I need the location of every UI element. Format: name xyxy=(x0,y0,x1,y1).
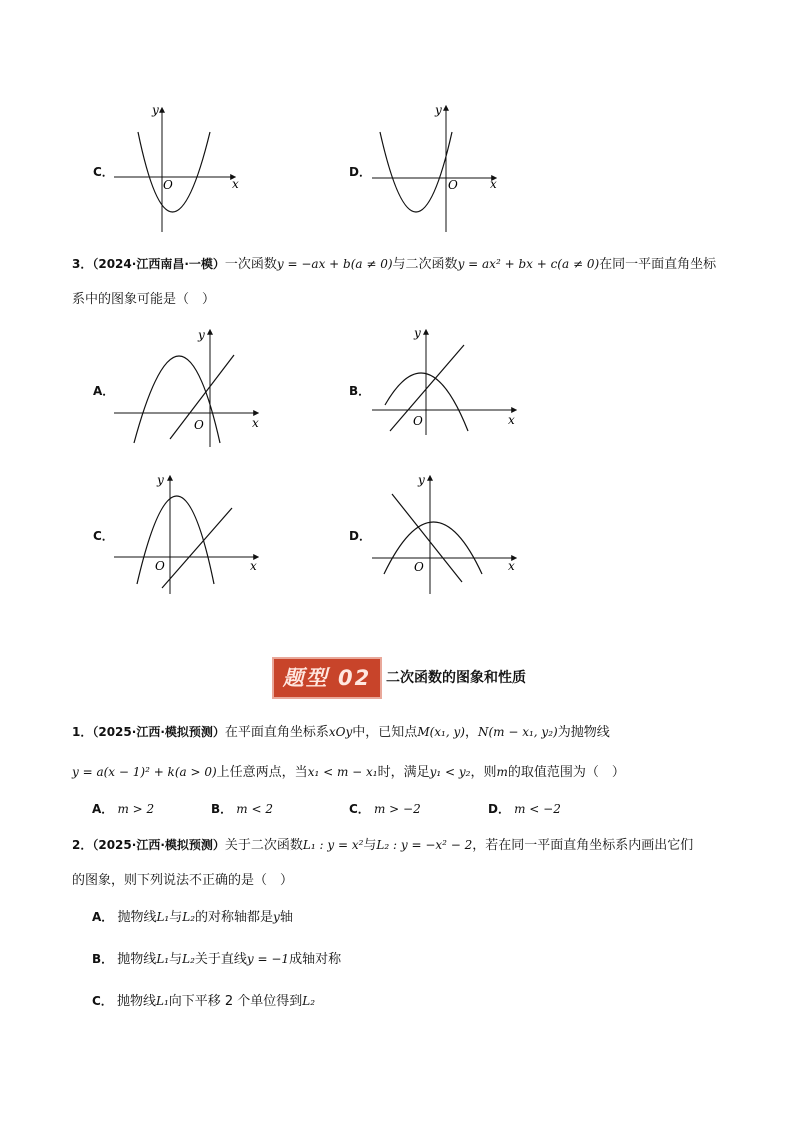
parabola xyxy=(138,132,210,212)
option-text: 与 xyxy=(169,910,183,925)
x-axis-label: x xyxy=(490,177,497,191)
parabola xyxy=(384,522,482,574)
s2q2-option-a xyxy=(92,907,293,928)
question-3-line2: 系中的图象可能是（ ） xyxy=(72,292,216,307)
variable-m: m xyxy=(496,765,508,779)
question-number: 1． xyxy=(72,725,93,739)
curve-l1: L₁ xyxy=(156,910,170,924)
x-axis-label: x xyxy=(252,416,259,430)
option-label: C． xyxy=(92,994,113,1008)
option-value: m < −2 xyxy=(514,802,561,816)
question-source: （2025·江西·模拟预测） xyxy=(92,838,225,852)
question-text: 一次函数 xyxy=(224,257,277,272)
equation-l2: L₂ : y = −x² − 2 xyxy=(376,838,473,852)
parabola-equation: y = a(x − 1)² + k(a > 0) xyxy=(72,765,217,779)
q3-graph-d xyxy=(370,470,522,597)
question-text: ，则 xyxy=(470,765,497,780)
question-source: （2024·江西南昌·一模） xyxy=(92,257,225,271)
question-text: 关于二次函数 xyxy=(224,838,303,853)
s2q2-option-b xyxy=(92,949,341,970)
option-label: B． xyxy=(92,952,114,966)
curve-l2: L₂ xyxy=(182,910,196,924)
option-text: 向下平移 2 个单位得到 xyxy=(168,994,303,1009)
point-n: N(m − x₁, y₂) xyxy=(477,725,558,739)
parabola xyxy=(137,496,214,584)
question-text: 上任意两点，当 xyxy=(216,765,308,780)
option-label: C． xyxy=(349,802,370,816)
separator: ， xyxy=(464,725,478,740)
option-c-label: C． xyxy=(93,165,114,179)
option-text: 关于直线 xyxy=(194,952,247,967)
question-number: 2． xyxy=(72,838,93,852)
line xyxy=(390,345,464,431)
line-equation: y = −1 xyxy=(246,952,290,966)
option-label: D． xyxy=(488,802,510,816)
line xyxy=(392,494,462,582)
x-axis-label: x xyxy=(508,559,515,573)
option-value: m < 2 xyxy=(236,802,273,816)
question-text: 在同一平面直角坐标 xyxy=(599,257,717,272)
s2-question-2-line1 xyxy=(72,835,693,856)
q3-graph-c xyxy=(112,470,264,597)
option-value: m > 2 xyxy=(117,802,155,816)
equation-linear: y = −ax + b(a ≠ 0) xyxy=(276,257,393,271)
s2q1-option-d xyxy=(488,799,561,820)
section-badge-text: 题型 02 xyxy=(282,666,372,690)
y-axis-label: y xyxy=(418,473,425,487)
x-axis-label: x xyxy=(508,413,515,427)
s2q1-option-a xyxy=(92,799,154,820)
x-axis-label: x xyxy=(232,177,239,191)
q3-option-b-label: B． xyxy=(349,384,371,398)
q3-graph-a xyxy=(112,325,264,450)
option-text: 抛物线 xyxy=(116,994,156,1009)
x-axis-label: x xyxy=(250,559,257,573)
option-label: A． xyxy=(92,910,114,924)
equation-l1: L₁ : y = x² xyxy=(302,838,364,852)
section-badge xyxy=(272,657,382,699)
question-text: 的取值范围为（ ） xyxy=(507,765,625,780)
origin-label: O xyxy=(414,560,424,574)
coordinate-system: xOy xyxy=(328,725,353,739)
question-text: ，若在同一平面直角坐标系内画出它们 xyxy=(472,838,694,853)
graph-prev-d xyxy=(368,100,503,235)
option-text: 与 xyxy=(169,952,183,967)
option-text: 抛物线 xyxy=(117,952,157,967)
option-d-label: D． xyxy=(349,165,371,179)
s2q2-option-c xyxy=(92,991,315,1012)
y-axis-label: y xyxy=(198,328,205,342)
origin-label: O xyxy=(155,559,165,573)
option-label: A． xyxy=(92,802,114,816)
s2q1-option-c xyxy=(349,799,421,820)
s2-question-1-line1 xyxy=(72,722,610,743)
s2-question-1-line2 xyxy=(72,762,625,783)
option-text: 轴 xyxy=(279,910,293,925)
option-text: 成轴对称 xyxy=(289,952,342,967)
q3-option-c-label: C． xyxy=(93,529,114,543)
y-axis-label: y xyxy=(157,473,164,487)
variable-y: y xyxy=(273,910,280,924)
q3-option-a-label: A． xyxy=(93,384,115,398)
y-axis-label: y xyxy=(435,103,442,117)
q3-graph-b xyxy=(370,325,522,437)
curve-l1: L₁ xyxy=(155,994,169,1008)
s2q1-option-b xyxy=(211,799,273,820)
condition-x: x₁ < m − x₁ xyxy=(307,765,378,779)
question-text: 在平面直角坐标系 xyxy=(224,725,329,740)
parabola xyxy=(380,132,452,212)
point-m: M(x₁, y) xyxy=(417,725,465,739)
option-text: 的对称轴都是 xyxy=(195,910,274,925)
origin-label: O xyxy=(194,418,204,432)
question-text: 与二次函数 xyxy=(392,257,458,272)
question-text: 中，已知点 xyxy=(352,725,418,740)
origin-label: O xyxy=(163,178,173,192)
curve-l1: L₁ xyxy=(156,952,170,966)
curve-l2: L₂ xyxy=(302,994,316,1008)
origin-label: O xyxy=(413,414,423,428)
question-text: 为抛物线 xyxy=(557,725,610,740)
curve-l2: L₂ xyxy=(182,952,195,966)
section-title: 二次函数的图象和性质 xyxy=(386,670,526,686)
graph-prev-c xyxy=(110,100,245,235)
q3-option-d-label: D． xyxy=(349,529,371,543)
s2-question-2-line2: 的图象，则下列说法不正确的是（ ） xyxy=(72,873,294,888)
question-text: 与 xyxy=(363,838,377,853)
option-text: 抛物线 xyxy=(117,910,157,925)
equation-quadratic: y = ax² + bx + c(a ≠ 0) xyxy=(457,257,600,271)
condition-y: y₁ < y₂ xyxy=(429,765,471,779)
option-value: m > −2 xyxy=(373,802,421,816)
y-axis-label: y xyxy=(414,326,421,340)
question-text: 时，满足 xyxy=(377,765,430,780)
question-3-line1 xyxy=(72,254,716,275)
question-number: 3． xyxy=(72,257,93,271)
option-label: B． xyxy=(211,802,233,816)
origin-label: O xyxy=(448,178,458,192)
y-axis-label: y xyxy=(152,103,159,117)
question-source: （2025·江西·模拟预测） xyxy=(92,725,225,739)
